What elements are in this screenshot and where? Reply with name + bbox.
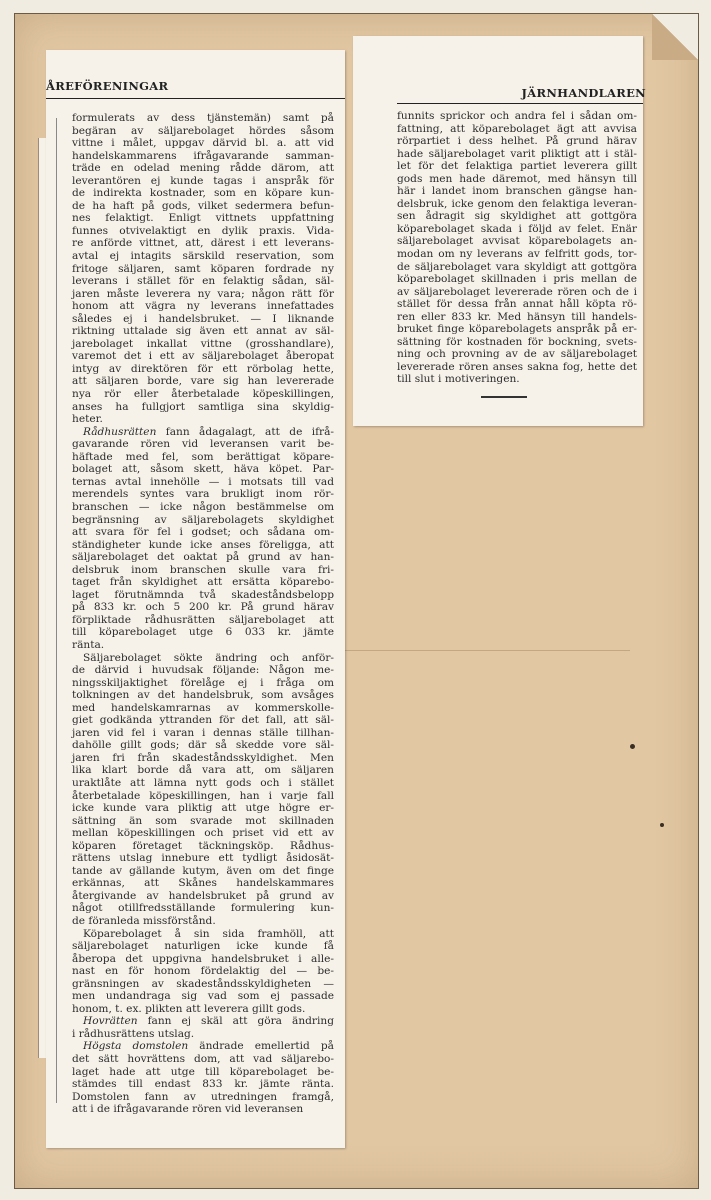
text-line-content: ränta.: [72, 638, 105, 651]
text-line-content: rättens utslag innebure ett tydligt åsidosät-: [72, 852, 334, 865]
text-line-content: leverans i stället för en felaktig sådan, säl-: [72, 275, 334, 288]
text-line-content: att säljaren borde, vare sig han levererade: [72, 375, 334, 388]
text-line-content: Domstolen fann av utredningen framgå,: [72, 1090, 334, 1103]
text-line: [397, 123, 637, 136]
folded-corner: [652, 14, 698, 60]
text-line: [72, 1053, 334, 1066]
text-line-content: ningsskiljaktighet förelåge ej i fråga om: [72, 676, 334, 689]
text-line: [72, 589, 334, 602]
text-line-content: de ha haft på gods, vilket sedermera befun-: [72, 199, 334, 212]
text-line: [72, 601, 334, 614]
text-line-content: fattning, att köparebolaget ägt att avvisa: [397, 122, 637, 135]
text-line: [397, 311, 637, 324]
stain-dot: [660, 823, 664, 827]
text-line: [72, 212, 334, 225]
text-line-content: laget förutnämnda två skadeståndsbelopp: [72, 588, 334, 601]
text-line: [72, 965, 334, 978]
text-line: [72, 1078, 334, 1091]
text-line-content: återbetalade köpeskillingen, han i varje fall: [72, 789, 334, 802]
text-line: [397, 160, 637, 173]
text-line: [72, 827, 334, 840]
text-line: [72, 739, 334, 752]
text-line: [72, 150, 334, 163]
text-line: [72, 639, 334, 652]
text-line-content: till slut i motiveringen.: [397, 373, 520, 386]
text-line-content: säljarebolaget naturligen icke kunde få: [72, 940, 334, 953]
text-line-content: anses ha fullgjort samtliga sina skyldig-: [72, 400, 334, 413]
text-line-content: säljarebolaget det oaktat på grund av han-: [72, 551, 334, 564]
text-line: [72, 551, 334, 564]
text-line-content: de indirekta kostnader, som en köpare kun-: [72, 187, 334, 200]
text-line-content: men undandraga sig vad som ej passade: [72, 990, 334, 1003]
text-line: [72, 764, 334, 777]
text-line-content: levererade rören anses sakna fog, hette det: [397, 360, 637, 373]
left-header: ÅREFÖRENINGAR: [46, 79, 169, 93]
text-line: [72, 953, 334, 966]
text-line: [72, 727, 334, 740]
text-line-content: intyg av direktören för ett rörbolag hette,: [72, 362, 334, 375]
text-line-content: riktning uttalade sig även ett annat av säl-: [72, 325, 334, 338]
text-line-content: giet godkända yttranden för det fall, att säl-: [72, 714, 334, 727]
text-line-content: förpliktade rådhusrätten säljarebolaget att: [72, 613, 334, 626]
text-line: [397, 148, 637, 161]
text-line-content: rörpartiet i dess helhet. På grund härav: [397, 135, 637, 148]
text-line-content: begränsning av säljarebolagets skyldighet: [72, 513, 334, 526]
text-line: [72, 790, 334, 803]
text-line-content: de säljarebolaget vara skyldigt att gottgöra: [397, 260, 637, 273]
text-line-content: de därvid i huvudsak följande: Någon me-: [72, 664, 334, 677]
text-line-content: således ej i handelsbruket. — I liknande: [72, 312, 334, 325]
text-line-content: åberopa det uppgivna handelsbruket i alle-: [72, 952, 334, 965]
text-line: [72, 363, 334, 376]
text-line-content: av säljarebolaget levererade rören och de i: [397, 285, 637, 298]
text-line: [72, 125, 334, 138]
text-line: [72, 476, 334, 489]
text-line: [72, 940, 334, 953]
text-line-content: sen ådragit sig skyldighet att gottgöra: [397, 210, 637, 223]
text-line-content: merendels syntes vara brukligt inom rör-: [72, 488, 334, 501]
text-line: [72, 902, 334, 915]
text-line-content: fann ej skäl att göra ändring: [137, 1015, 334, 1028]
margin-line: [56, 118, 57, 1103]
text-line-content: honom att vägra ny leverans innefattades: [72, 300, 334, 313]
text-line-content: köparebolaget skillnaden i pris mellan de: [397, 273, 637, 286]
text-line: [72, 1103, 334, 1116]
text-line-content: re anförde vittnet, att, därest i ett leverans-: [72, 237, 334, 250]
text-line: [72, 350, 334, 363]
text-line-content: gränsningen av skadeståndsskyldigheten —: [72, 977, 334, 990]
text-line: [72, 200, 334, 213]
text-line: [72, 488, 334, 501]
text-line: [72, 137, 334, 150]
text-line-content: uraktlåte att lämna nytt gods och i stället: [72, 776, 334, 789]
text-line-content: delsbruk inom branschen skulle vara fri-: [72, 563, 334, 576]
text-line: [72, 175, 334, 188]
text-line-content: bruket finge köparebolagets anspråk på er-: [397, 323, 637, 336]
text-line-content: köparebolaget skada i följd av felet. Enär: [397, 222, 637, 235]
text-line: [72, 237, 334, 250]
text-line: [397, 323, 637, 336]
text-line: [72, 1015, 334, 1028]
text-line: [397, 135, 637, 148]
text-line: [72, 514, 334, 527]
text-line-content: i rådhusrättens utslag.: [72, 1027, 195, 1040]
text-line-content: jarebolaget inkallat vittne (grosshandlare),: [72, 337, 334, 350]
text-line: [72, 1040, 334, 1053]
text-line: [397, 348, 637, 361]
text-line-content: ternas avtal innehölle — i motsats till vad: [72, 475, 334, 488]
text-line: [72, 928, 334, 941]
text-line-content: Säljarebolaget sökte ändring och anför-: [83, 651, 334, 664]
text-line: [72, 539, 334, 552]
text-line: [72, 815, 334, 828]
text-line: [397, 210, 637, 223]
text-line: [397, 336, 637, 349]
text-line: [72, 576, 334, 589]
text-line: [72, 1028, 334, 1041]
stain-dot: [630, 744, 635, 749]
text-line: [397, 273, 637, 286]
text-line: [397, 261, 637, 274]
right-header: JÄRNHANDLAREN: [521, 86, 646, 100]
text-line: [72, 677, 334, 690]
text-line: [72, 890, 334, 903]
text-line-content: modan om ny leverans av felfritt gods, tor-: [397, 248, 637, 261]
text-line-content: funnes otvivelaktigt en dylik praxis. Vida-: [72, 224, 334, 237]
text-line: [72, 877, 334, 890]
text-line-content: ständigheter kunde icke anses föreligga, att: [72, 538, 334, 551]
text-line: [72, 187, 334, 200]
text-line-content: icke kunde vara pliktig att utge högre er-: [72, 802, 334, 815]
text-line: [72, 652, 334, 665]
text-line-content: jaren fri från skadeståndsskyldighet. Men: [72, 751, 334, 764]
text-line-content: återgivande av handelsbruket på grund av: [72, 889, 334, 902]
text-line: [397, 223, 637, 236]
text-line: [72, 564, 334, 577]
text-line: [72, 463, 334, 476]
text-line: [72, 1066, 334, 1079]
text-line: [72, 1091, 334, 1104]
right-header-rule: [397, 103, 643, 104]
text-line-content: laget hade att utge till köparebolaget be-: [72, 1065, 334, 1078]
text-line: [72, 225, 334, 238]
text-line: [72, 990, 334, 1003]
text-line-content: här i landet inom branschen gängse han-: [397, 185, 637, 198]
text-line: [72, 777, 334, 790]
text-line-content: köparen företaget täckningsköp. Rådhus-: [72, 839, 334, 852]
text-line: [72, 664, 334, 677]
text-line-content: att svara för fel i godset; och sådana om-: [72, 526, 334, 539]
text-line: [72, 501, 334, 514]
text-line: [72, 426, 334, 439]
text-line-content: på 833 kr. och 5 200 kr. På grund härav: [72, 601, 334, 614]
text-line-content: sättning för kostnaden för bockning, svets-: [397, 335, 637, 348]
text-line-content: nast en för honom fördelaktig del — be-: [72, 965, 334, 978]
text-line-content: funnits sprickor och andra fel i sådan om-: [397, 110, 637, 122]
text-line-content: att i de ifrågavarande rören vid leveransen: [72, 1103, 304, 1116]
text-line: [72, 300, 334, 313]
text-line: [397, 373, 637, 386]
text-line: [72, 689, 334, 702]
text-line: [72, 978, 334, 991]
text-line: [72, 451, 334, 464]
text-line-content: fritoge säljaren, samt köparen fordrade ny: [72, 262, 334, 275]
text-line: [72, 413, 334, 426]
text-line-content: med handelskamrarnas av kommerskolle-: [72, 701, 334, 714]
text-line: [72, 802, 334, 815]
text-line: [397, 235, 637, 248]
text-line: [72, 375, 334, 388]
text-line: [72, 288, 334, 301]
text-line: [72, 626, 334, 639]
text-line: [72, 401, 334, 414]
text-line-content: jaren måste leverera ny vara; någon rätt för: [72, 287, 334, 300]
text-line: [72, 752, 334, 765]
text-line: [397, 185, 637, 198]
right-clipping: [353, 36, 646, 426]
text-line: [397, 198, 637, 211]
text-line: [72, 162, 334, 175]
text-line: [72, 526, 334, 539]
text-line-content: honom, t. ex. plikten att leverera gillt gods.: [72, 1002, 306, 1015]
text-line-content: sättning än som svarade mot skillnaden: [72, 814, 334, 827]
text-line-content: häftade med fel, som berättigat köpare-: [72, 450, 334, 463]
text-line: [72, 840, 334, 853]
text-line: [72, 263, 334, 276]
text-line-content: vittne i målet, uppgav därvid bl. a. att vid: [72, 137, 334, 150]
text-line: [72, 614, 334, 627]
text-line-content: jaren vid fel i varan i dennas ställe tillhan-: [72, 726, 334, 739]
text-line-content: Köparebolaget å sin sida framhöll, att: [83, 927, 334, 940]
text-line-content: bolaget att, såsom skett, häva köpet. Par-: [72, 463, 334, 476]
text-line: [72, 338, 334, 351]
text-line-content: let för det felaktiga partiet leverera gillt: [397, 160, 637, 173]
text-line-content: de föranleda missförstånd.: [72, 915, 216, 927]
left-article-text: [72, 112, 334, 1116]
text-line: [397, 173, 637, 186]
text-line: [72, 865, 334, 878]
text-line-content: säljarebolaget avvisat köparebolagets an-: [397, 235, 637, 248]
text-line-content: något otillfredsställande formulering kun-: [72, 902, 334, 915]
text-line-content: träde en odelad mening rådde därom, att: [72, 162, 334, 175]
text-line: [397, 110, 637, 123]
text-line: [397, 248, 637, 261]
article-end-rule: [481, 396, 527, 398]
text-line: [72, 250, 334, 263]
text-line: [72, 702, 334, 715]
text-line-content: varemot det i ett av säljarebolaget åberopat: [72, 350, 334, 363]
text-line: [72, 438, 334, 451]
text-line: [72, 1003, 334, 1016]
italic-court-name: Högsta domstolen: [83, 1040, 189, 1053]
text-line-content: nya rör eller återbetalade köpeskillingen,: [72, 388, 334, 401]
text-line-content: stämdes till endast 833 kr. jämte ränta.: [72, 1078, 334, 1091]
text-line-content: heter.: [72, 413, 103, 426]
text-line-content: ändrade emellertid på: [188, 1040, 334, 1053]
text-line-content: taget från skyldighet att ersätta köparebo-: [72, 576, 334, 589]
text-line-content: tolkningen av det handelsbruk, som avsåges: [72, 689, 334, 702]
text-line-content: nes felaktigt. Enligt vittnets uppfattning: [72, 212, 334, 225]
text-line: [72, 714, 334, 727]
italic-court-name: Rådhusrätten: [83, 425, 157, 438]
text-line-content: formulerats av dess tjänstemän) samt på: [72, 112, 334, 124]
text-line-content: begäran av säljarebolaget hördes såsom: [72, 124, 334, 137]
text-line-content: lika klart borde då vara att, om säljaren: [72, 764, 334, 777]
text-line-content: ren eller 833 kr. Med hänsyn till handels-: [397, 310, 637, 323]
right-article-text: [397, 110, 637, 386]
text-line-content: gods men hade däremot, med hänsyn till: [397, 172, 637, 185]
text-line: [72, 313, 334, 326]
text-line-content: dahölle gillt gods; där så skedde vore säl-: [72, 739, 334, 752]
text-line-content: handelskammarens ifrågavarande samman-: [72, 149, 334, 162]
board-crease: [330, 650, 630, 651]
text-line: [397, 298, 637, 311]
text-line-content: branschen — icke någon bestämmelse om: [72, 500, 334, 513]
left-clipping: [46, 50, 345, 1148]
text-line-content: leverantören ej kunde tagas i anspråk för: [72, 174, 334, 187]
text-line: [72, 112, 334, 125]
text-line-content: fann ådagalagt, att de ifrå-: [156, 425, 334, 438]
text-line-content: hade säljarebolaget varit pliktigt att i stäl-: [397, 147, 637, 160]
text-line-content: till köparebolaget utge 6 033 kr. jämte: [72, 626, 334, 639]
text-line: [72, 388, 334, 401]
text-line: [72, 325, 334, 338]
text-line-content: det sätt hovrättens dom, att vad säljarebo-: [72, 1053, 334, 1066]
text-line-content: erkännas, att Skånes handelskammares: [72, 877, 334, 890]
text-line: [397, 286, 637, 299]
text-line-content: stället för dessa från annat håll köpta rö-: [397, 298, 637, 311]
left-header-rule: [46, 98, 345, 99]
text-line-content: ning och provning av de av säljarebolaget: [397, 348, 637, 361]
text-line: [72, 852, 334, 865]
text-line-content: avtal ej intagits särskild reservation, som: [72, 250, 334, 263]
text-line: [397, 361, 637, 374]
text-line-content: mellan köpeskillingen och priset vid ett av: [72, 827, 334, 840]
text-line: [72, 275, 334, 288]
text-line-content: delsbruk, icke genom den felaktiga leveran-: [397, 197, 637, 210]
text-line: [72, 915, 334, 928]
text-line-content: gavarande rören vid leveransen varit be-: [72, 438, 334, 451]
italic-court-name: Hovrätten: [83, 1015, 138, 1028]
text-line-content: tande av gällande kutym, även om det finge: [72, 864, 334, 877]
